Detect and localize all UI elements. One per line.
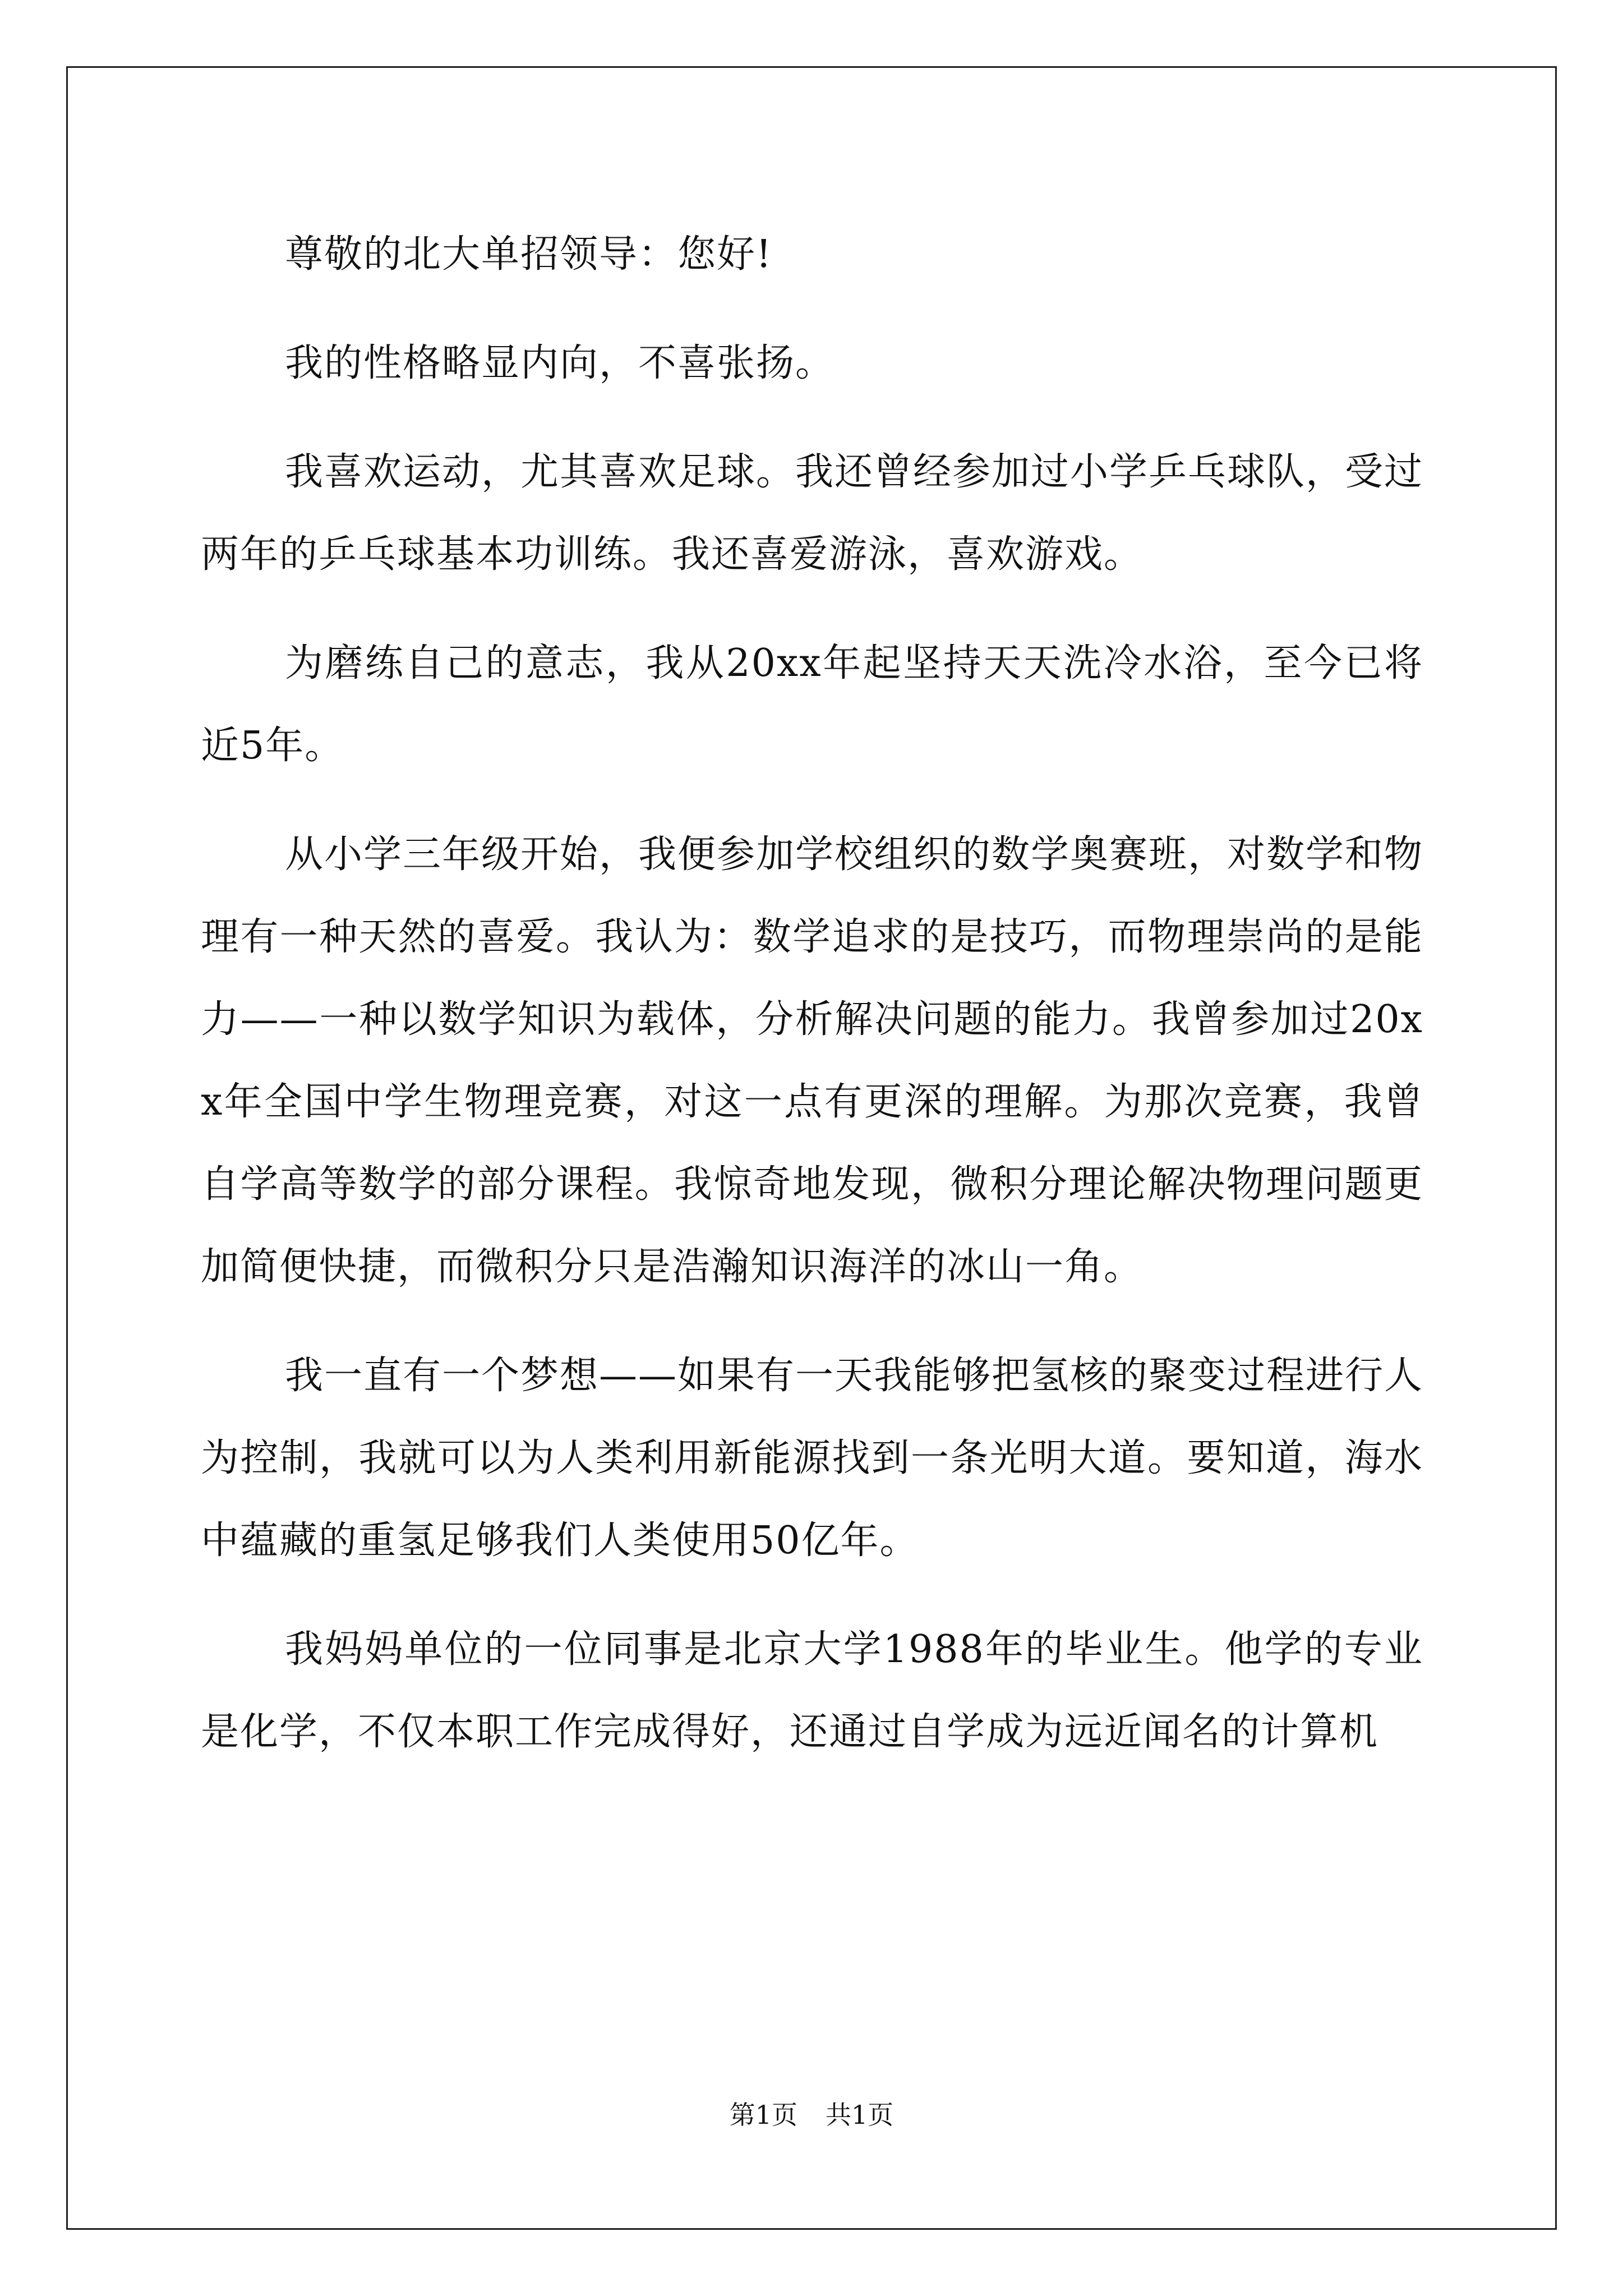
paragraph-greeting: 尊敬的北大单招领导：您好!	[285, 232, 773, 277]
paragraph-sports: 我喜欢运动，尤其喜欢足球。我还曾经参加过小学乒乓球队，受过两年的乒乓球基本功训练。我还喜爱游泳，喜欢游戏。	[201, 450, 1424, 577]
paragraph-colleague: 我妈妈单位的一位同事是北京大学1988年的毕业生。他学的专业是化学，不仅本职工作完成得好，还通过自学成为远近闻名的计算机	[201, 1627, 1423, 1754]
paragraph-dream: 我一直有一个梦想——如果有一天我能够把氢核的聚变过程进行人为控制，我就可以为人类利用新能源找到一条光明大道。要知道，海水中蕴藏的重氢足够我们人类使用50亿年。	[201, 1354, 1424, 1563]
paragraph-personality: 我的性格略显内向，不喜张扬。	[285, 341, 835, 385]
page-total: 共1页	[826, 2100, 894, 2130]
paragraph-math-physics: 从小学三年级开始，我便参加学校组织的数学奥赛班，对数学和物理有一种天然的喜爱。我认为：数学追求的是技巧，而物理崇尚的是能力——一种以数学知识为载体，分析解决问题的能力。我曾参加过20xx年全国中学生物理竞赛，对这一点有更深的理解。为那次竞赛，我曾自学高等数学的部分课程。我惊奇地发现，微积分理论解决物理问题更加简便快捷，而微积分只是浩瀚知识海洋的冰山一角。	[201, 832, 1424, 1289]
paragraph-willpower: 为磨练自己的意志，我从20xx年起坚持天天洗冷水浴，至今已将近5年。	[201, 641, 1423, 768]
page-footer	[0, 2098, 1623, 2132]
document-body	[201, 213, 1423, 1800]
page-number: 第1页	[729, 2100, 797, 2130]
